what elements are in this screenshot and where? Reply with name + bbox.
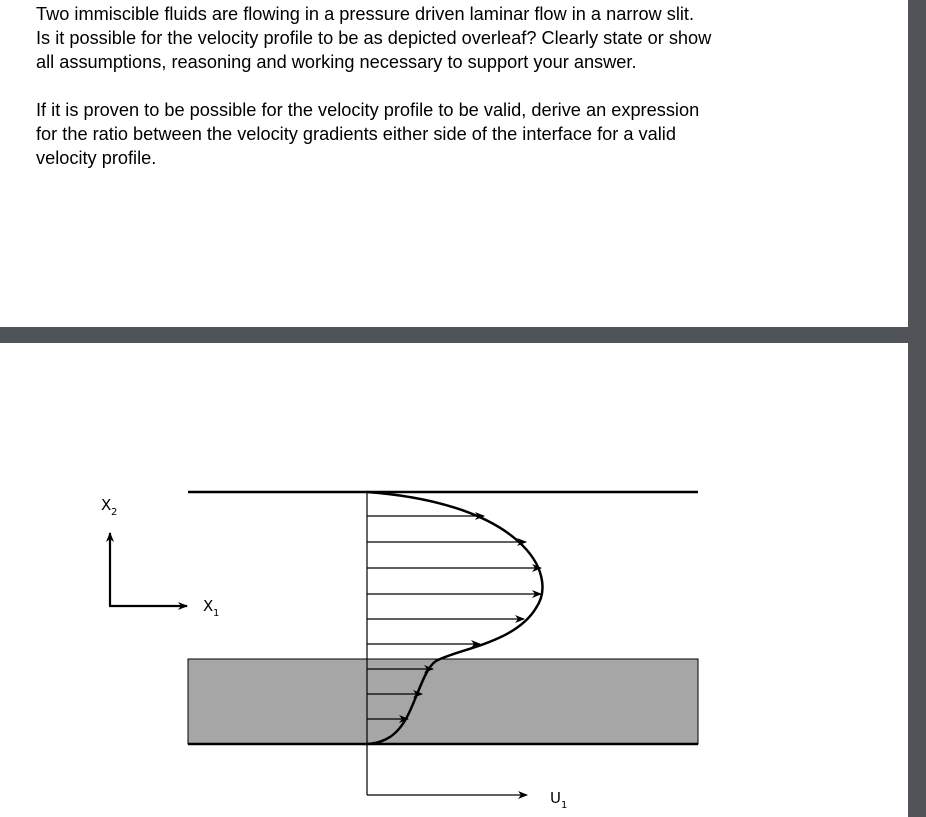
text-line: velocity profile. [36, 148, 157, 168]
velocity-profile-diagram [0, 343, 908, 817]
x1-label: X [203, 597, 214, 615]
question-paragraph-1 [36, 2, 836, 74]
text-line: all assumptions, reasoning and working necessary to support your answer. [36, 52, 637, 72]
text-line: Two immiscible fluids are flowing in a pressure driven laminar flow in a narrow slit. [36, 4, 695, 24]
page-2 [0, 343, 908, 817]
text-line: If it is proven to be possible for the velocity profile to be valid, derive an expression [36, 100, 700, 120]
x1-subscript: 1 [213, 608, 220, 619]
u1-label: U [550, 789, 561, 807]
x2-subscript: 2 [111, 507, 118, 518]
u1-subscript: 1 [561, 800, 568, 811]
text-line: Is it possible for the velocity profile to be as depicted overleaf? Clearly state or show [36, 28, 712, 48]
x2-label: X [101, 496, 112, 514]
text-line: for the ratio between the velocity gradients either side of the interface for a valid [36, 124, 676, 144]
lower-fluid-region [188, 659, 698, 744]
question-paragraph-2 [36, 98, 836, 170]
page-1 [0, 0, 908, 327]
